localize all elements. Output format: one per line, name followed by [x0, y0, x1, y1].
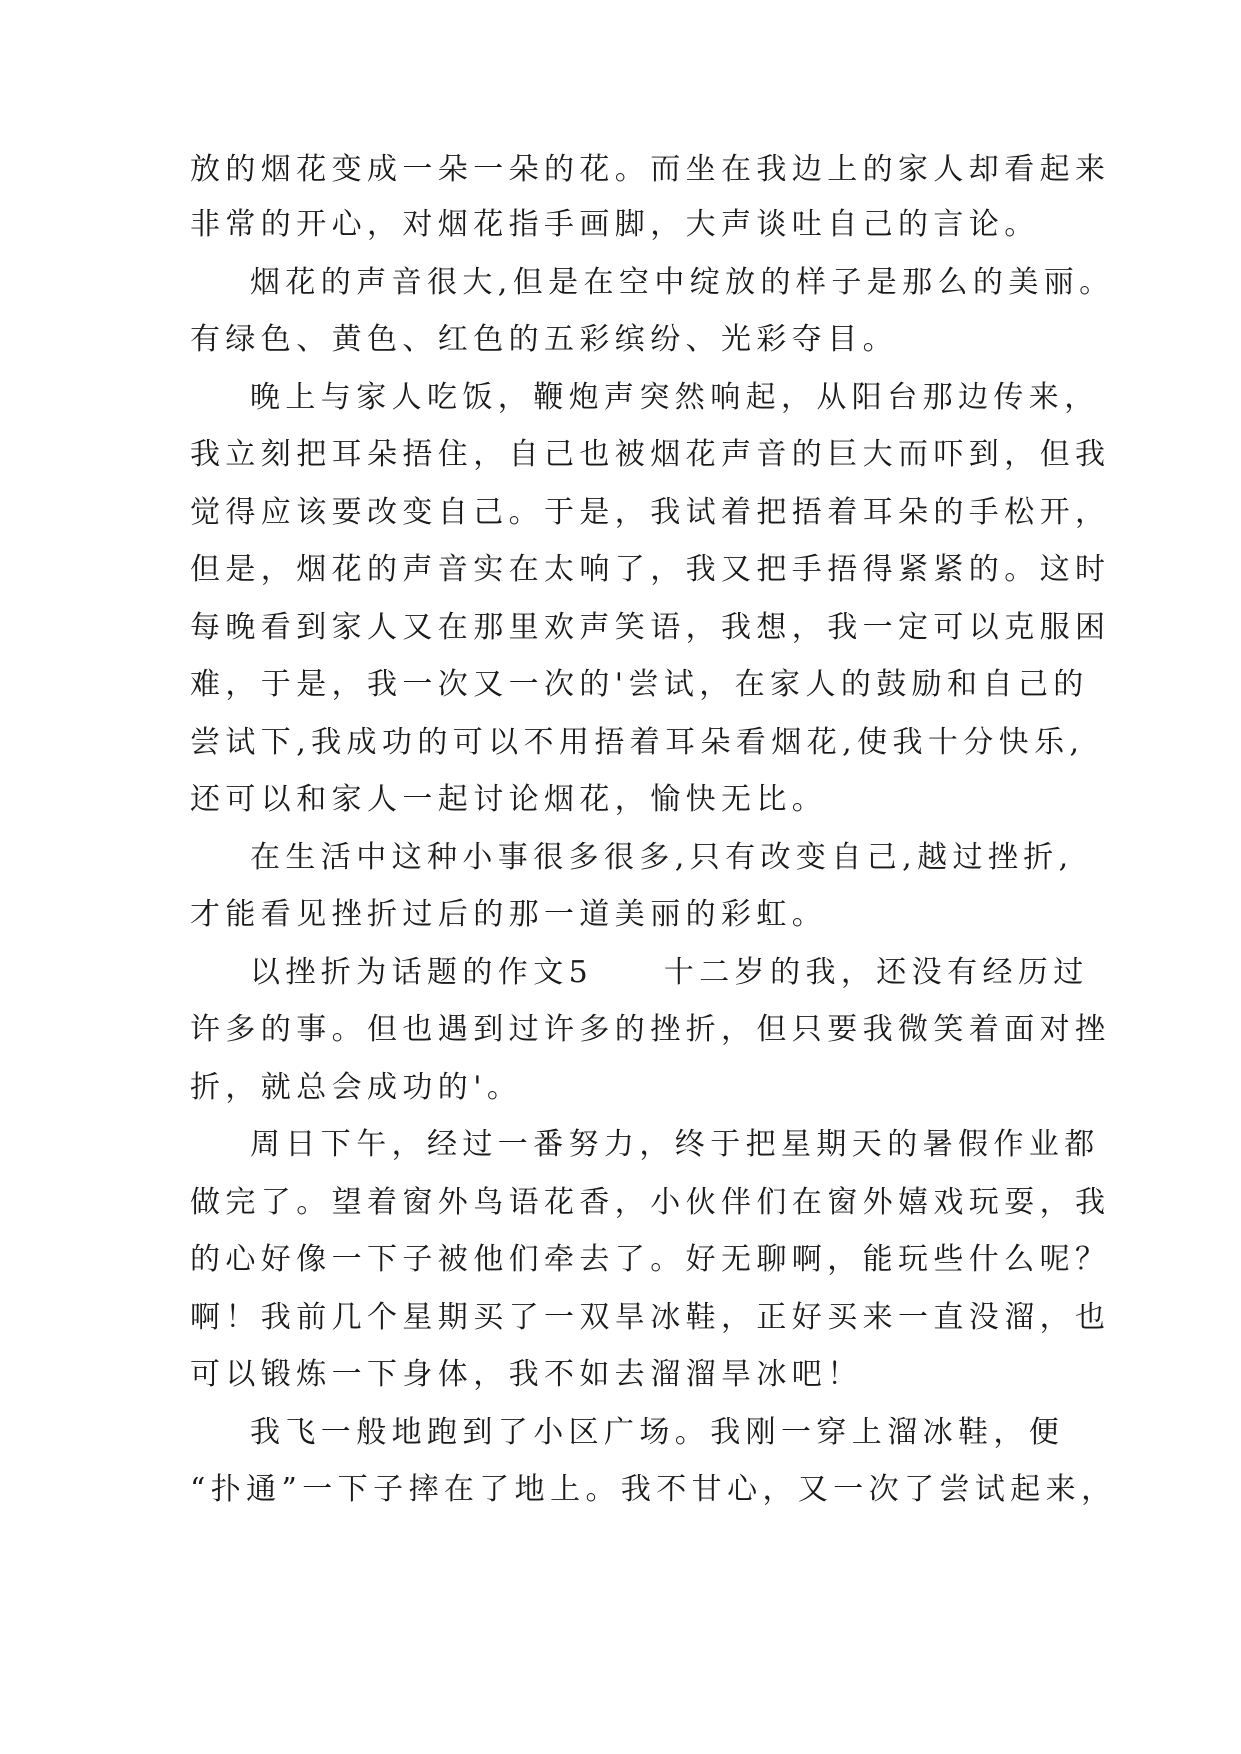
text-line: 难，于是，我一次又一次的'尝试，在家人的鼓励和自己的: [190, 667, 1089, 702]
paragraph-first-line: 周日下午，经过一番努力，终于把星期天的暑假作业都: [250, 1127, 1100, 1162]
paragraph-first-line: 晚上与家人吃饭，鞭炮声突然响起，从阳台那边传来，: [250, 380, 1100, 415]
text-line: “扑通”一下子摔在了地上。我不甘心，又一次了尝试起来，: [190, 1472, 1117, 1507]
text-line: 尝试下,我成功的可以不用捂着耳朵看烟花,使我十分快乐,: [190, 725, 1085, 760]
text-line: 我立刻把耳朵捂住，自己也被烟花声音的巨大而吓到，但我: [190, 437, 1111, 472]
text-line: 有绿色、黄色、红色的五彩缤纷、光彩夺目。: [190, 322, 898, 357]
text-line: 放的烟花变成一朵一朵的花。而坐在我边上的家人却看起来: [190, 152, 1111, 187]
text-line: 做完了。望着窗外鸟语花香，小伙伴们在窗外嬉戏玩耍，我: [190, 1185, 1111, 1220]
text-line: 许多的事。但也遇到过许多的挫折，但只要我微笑着面对挫: [190, 1012, 1111, 1047]
text-line: 还可以和家人一起讨论烟花，愉快无比。: [190, 782, 828, 817]
text-line: 的心好像一下子被他们牵去了。好无聊啊，能玩些什么呢？: [190, 1242, 1111, 1277]
text-line: 可以锻炼一下身体，我不如去溜溜旱冰吧！: [190, 1357, 863, 1392]
paragraph-first-line: 烟花的声音很大,但是在空中绽放的样子是那么的美丽。: [250, 265, 1115, 300]
text-line: 非常的开心，对烟花指手画脚，大声谈吐自己的言论。: [190, 207, 1040, 242]
text-line: 但是，烟花的声音实在太响了，我又把手捂得紧紧的。这时: [190, 552, 1111, 587]
text-line: 每晚看到家人又在那里欢声笑语，我想，我一定可以克服困: [190, 610, 1111, 645]
paragraph-first-line: 以挫折为话题的作文5 十二岁的我，还没有经历过: [250, 955, 1089, 990]
text-line: 啊！我前几个星期买了一双旱冰鞋，正好买来一直没溜，也: [190, 1300, 1111, 1335]
paragraph-first-line: 我飞一般地跑到了小区广场。我刚一穿上溜冰鞋，便: [250, 1415, 1065, 1450]
text-line: 才能看见挫折过后的那一道美丽的彩虹。: [190, 897, 828, 932]
paragraph-first-line: 在生活中这种小事很多很多,只有改变自己,越过挫折,: [250, 840, 1074, 875]
text-line: 折，就总会成功的'。: [190, 1070, 523, 1105]
text-line: 觉得应该要改变自己。于是，我试着把捂着耳朵的手松开，: [190, 495, 1111, 530]
